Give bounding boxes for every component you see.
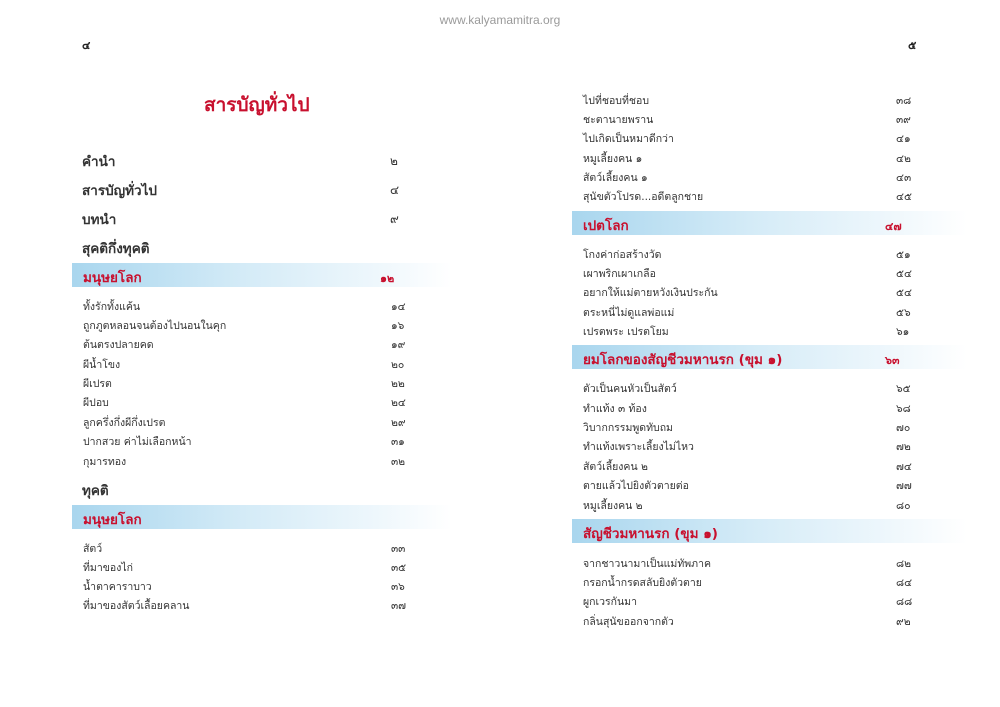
toc-entry[interactable] xyxy=(583,400,913,418)
entry-label: โกงค่าก่อสร้างวัด xyxy=(583,249,662,261)
entry-page: ๓๕ xyxy=(391,562,407,574)
entry-page: ๘๔ xyxy=(896,577,913,589)
entry-label: ชะตานายพราน xyxy=(583,114,654,126)
entry-label: หมูเลี้ยงคน ๑ xyxy=(583,153,643,165)
toc-entry[interactable] xyxy=(83,597,413,615)
entry-page: ๓๙ xyxy=(896,114,911,126)
entry-page: ๕๔ xyxy=(896,268,912,280)
toc-entry[interactable] xyxy=(83,394,413,412)
entry-page: ๒๙ xyxy=(391,417,406,429)
section-banner[interactable] xyxy=(572,211,967,235)
toc-entry[interactable] xyxy=(83,433,413,451)
toc-entry[interactable] xyxy=(583,497,913,515)
entry-page: ๙๒ xyxy=(896,616,911,628)
watermark-url: www.kalyamamitra.org xyxy=(439,13,561,27)
entry-label: สัตว์ xyxy=(83,543,103,555)
entry-page: ๒๐ xyxy=(391,359,405,371)
toc-section-heading xyxy=(82,479,402,501)
entry-page: ๓๗ xyxy=(391,600,407,612)
entry-label: กรอกน้ำกรดสลับยิงตัวตาย xyxy=(583,577,702,589)
toc-section-heading xyxy=(82,237,402,259)
toc-entry[interactable] xyxy=(583,150,913,168)
toc-entry[interactable] xyxy=(583,380,913,398)
entry-label: สุคติกึ่งทุคติ xyxy=(82,241,150,257)
entry-label: ตายแล้วไปยิงตัวตายต่อ xyxy=(583,480,689,492)
toc-entry[interactable] xyxy=(83,375,413,393)
entry-label: สัตว์เลี้ยงคน ๒ xyxy=(583,461,648,473)
entry-label: ทำแท้งเพราะเลี้ยงไม่ไหว xyxy=(583,441,694,453)
entry-label: คำนำ xyxy=(82,154,116,170)
entry-page: ๗๐ xyxy=(896,422,911,434)
section-label: มนุษยโลก xyxy=(83,270,142,286)
entry-page: ๘๒ xyxy=(896,558,912,570)
entry-label: บทนำ xyxy=(82,212,117,228)
entry-label: ไปที่ชอบที่ชอบ xyxy=(583,95,649,107)
toc-entry[interactable] xyxy=(583,188,913,206)
toc-entry[interactable] xyxy=(583,284,913,302)
entry-label: อยากให้แม่ตายหวังเงินประกัน xyxy=(583,287,718,299)
section-label: สัญชีวมหานรก (ขุม ๑) xyxy=(583,526,718,542)
entry-page: ๕๑ xyxy=(896,249,911,261)
entry-label: ทุคติ xyxy=(82,483,109,499)
entry-page: ๔๒ xyxy=(896,153,911,165)
entry-page: ๗๗ xyxy=(896,480,912,492)
section-page: ๑๒ xyxy=(380,272,395,285)
entry-label: ไปเกิดเป็นหมาดีกว่า xyxy=(583,133,674,145)
toc-entry[interactable] xyxy=(583,169,913,187)
entry-page: ๖๘ xyxy=(896,403,911,415)
entry-page: ๗๒ xyxy=(896,441,911,453)
entry-page: ๒ xyxy=(390,154,398,168)
toc-entry[interactable] xyxy=(583,304,913,322)
toc-entry[interactable] xyxy=(583,438,913,456)
toc-entry[interactable] xyxy=(83,336,413,354)
entry-page: ๕๖ xyxy=(896,307,911,319)
entry-label: ที่มาของไก่ xyxy=(83,562,133,574)
entry-page: ๘๘ xyxy=(896,596,913,608)
toc-entry[interactable] xyxy=(583,555,913,573)
entry-page: ๓๓ xyxy=(391,543,406,555)
entry-label: ปากสวย ค่าไม่เลือกหน้า xyxy=(83,436,192,448)
section-banner[interactable] xyxy=(572,345,967,369)
entry-page: ๗๔ xyxy=(896,461,912,473)
entry-label: กุมารทอง xyxy=(83,456,127,468)
entry-label: ลูกครึ่งกึ่งผีกึ่งเปรต xyxy=(83,417,166,429)
entry-label: สารบัญทั่วไป xyxy=(82,183,157,199)
entry-label: ตัวเป็นคนหัวเป็นสัตว์ xyxy=(583,383,677,395)
toc-entry[interactable] xyxy=(583,613,913,631)
entry-page: ๔๑ xyxy=(896,133,911,145)
entry-page: ๓๖ xyxy=(391,581,405,593)
entry-label: ผีน้ำโขง xyxy=(83,359,121,371)
toc-entry[interactable] xyxy=(83,559,413,577)
toc-entry[interactable] xyxy=(583,574,913,592)
section-label: มนุษยโลก xyxy=(83,512,142,528)
entry-label: กลิ่นสุนัขออกจากตัว xyxy=(583,616,674,628)
entry-page: ๔ xyxy=(390,183,400,197)
entry-page: ๙ xyxy=(390,212,399,226)
entry-label: เผาพริกเผาเกลือ xyxy=(583,268,656,280)
right-page-number: ๕ xyxy=(908,39,917,52)
section-banner[interactable] xyxy=(72,505,452,529)
toc-main-entry[interactable] xyxy=(82,208,402,230)
toc-entry[interactable] xyxy=(583,593,913,611)
entry-label: สุนัขตัวโปรด...อดีตลูกชาย xyxy=(583,191,704,203)
toc-entry[interactable] xyxy=(583,419,913,437)
toc-entry[interactable] xyxy=(583,246,913,264)
entry-page: ๓๘ xyxy=(896,95,912,107)
entry-page: ๖๕ xyxy=(896,383,911,395)
toc-entry[interactable] xyxy=(583,477,913,495)
entry-page: ๑๔ xyxy=(391,301,406,313)
toc-entry[interactable] xyxy=(583,111,913,129)
toc-main-entry[interactable] xyxy=(82,150,402,172)
entry-page: ๘๐ xyxy=(896,500,911,512)
entry-label: ทำแท้ง ๓ ท้อง xyxy=(583,403,647,415)
toc-entry[interactable] xyxy=(83,298,413,316)
entry-label: ผีปอบ xyxy=(83,397,109,409)
entry-label: หมูเลี้ยงคน ๒ xyxy=(583,500,643,512)
entry-label: วิบากกรรมพูดทับถม xyxy=(583,422,673,434)
toc-entry[interactable] xyxy=(583,92,913,110)
section-banner[interactable] xyxy=(72,263,452,287)
toc-entry[interactable] xyxy=(83,578,413,596)
entry-page: ๔๕ xyxy=(896,191,912,203)
entry-label: ตระหนี่ไม่ดูแลพ่อแม่ xyxy=(583,307,675,319)
left-page-number: ๔ xyxy=(82,39,91,52)
entry-page: ๓๒ xyxy=(391,456,406,468)
entry-label: จากชาวนามาเป็นแม่ทัพภาค xyxy=(583,558,712,570)
entry-label: น้ำตาคาราบาว xyxy=(83,581,152,593)
toc-entry[interactable] xyxy=(83,540,413,558)
toc-entry[interactable] xyxy=(83,317,413,335)
entry-page: ๑๖ xyxy=(391,320,405,332)
entry-page: ๖๑ xyxy=(896,326,910,338)
toc-entry[interactable] xyxy=(583,130,913,148)
section-page: ๖๓ xyxy=(885,354,900,367)
section-label: ยมโลกของสัญชีวมหานรก (ขุม ๑) xyxy=(583,352,783,368)
entry-label: ที่มาของสัตว์เลื้อยคลาน xyxy=(83,600,190,612)
page-title: สารบัญทั่วไป xyxy=(204,94,310,116)
section-banner[interactable] xyxy=(572,519,967,543)
toc-entry[interactable] xyxy=(583,265,913,283)
entry-label: ต้นตรงปลายคด xyxy=(83,339,154,351)
entry-label: ทั้งรักทั้งแค้น xyxy=(83,301,141,313)
toc-entry[interactable] xyxy=(583,323,913,341)
entry-page: ๒๒ xyxy=(391,378,405,390)
entry-label: ผูกเวรกันมา xyxy=(583,596,637,608)
entry-page: ๒๔ xyxy=(391,397,406,409)
entry-page: ๑๙ xyxy=(391,339,406,351)
toc-main-entry[interactable] xyxy=(82,179,402,201)
toc-entry[interactable] xyxy=(83,356,413,374)
entry-page: ๕๔ xyxy=(896,287,912,299)
toc-entry[interactable] xyxy=(83,414,413,432)
entry-page: ๓๑ xyxy=(391,436,405,448)
entry-label: สัตว์เลี้ยงคน ๑ xyxy=(583,172,648,184)
toc-entry[interactable] xyxy=(83,453,413,471)
section-label: เปตโลก xyxy=(583,218,629,234)
toc-entry[interactable] xyxy=(583,458,913,476)
entry-page: ๔๓ xyxy=(896,172,912,184)
entry-label: ผีเปรต xyxy=(83,378,112,390)
entry-label: ถูกภูตหลอนจนต้องไปนอนในคุก xyxy=(83,320,227,332)
section-page: ๔๗ xyxy=(885,220,902,233)
entry-label: เปรตพระ เปรตโยม xyxy=(583,326,669,338)
